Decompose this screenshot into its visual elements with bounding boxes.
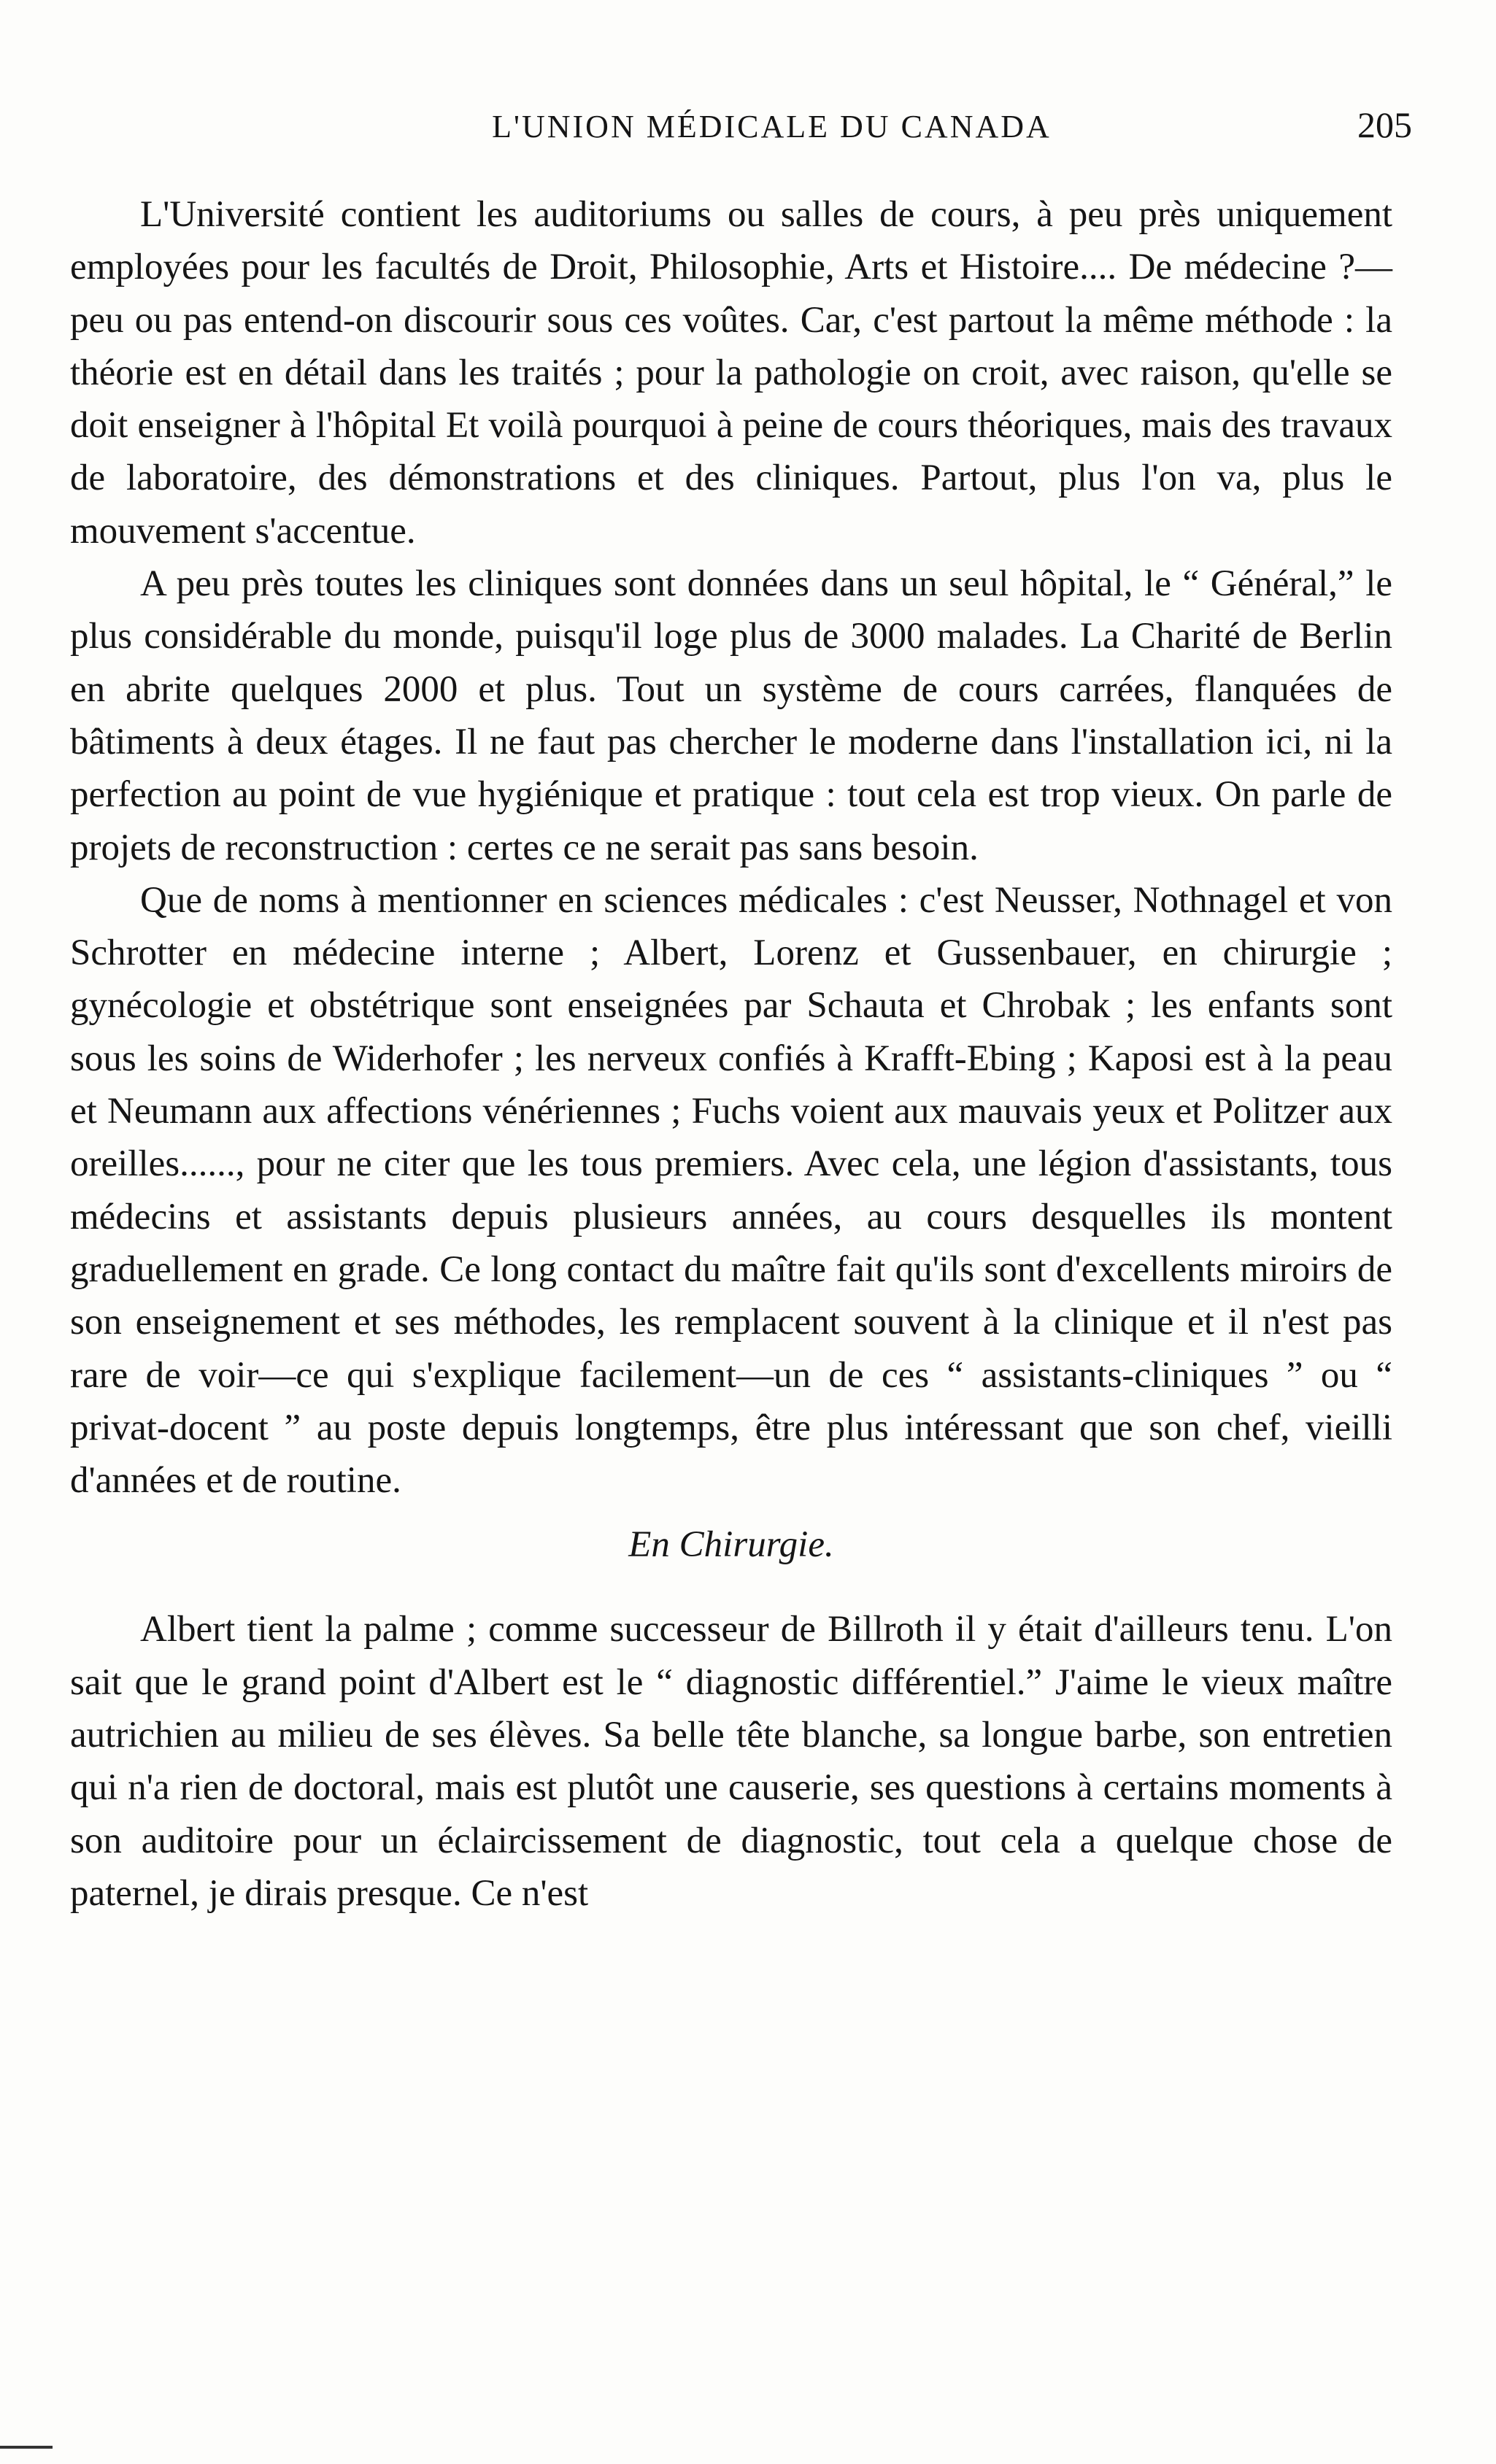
- body-text: [70, 188, 1392, 1920]
- paragraph-albert: Albert tient la palme ; comme successeur de Billroth il y était d'ailleurs tenu. L'on sait que le grand point d'Albert est le “ diagnostic différentiel.” J'aime le vieux maître autrichien au milieu de ses élèves. Sa belle tête blanche, sa longue barbe, son entretien qui n'a rien de doctoral, mais est plutôt une causerie, ses questions à certains moments à son auditoire pour un éclaircissement de diagnostic, tout cela a quelque chose de paternel, je dirais presque. Ce n'est: [70, 1609, 1392, 1914]
- paragraph-noms: Que de noms à mentionner en sciences médicales : c'est Neusser, Nothnagel et von Schrotter en médecine interne ; Albert, Lorenz et Gussenbauer, en chirurgie ; gynécologie et obstétrique sont enseignées par Schauta et Chrobak ; les enfants sont sous les soins de Widerhofer ; les nerveux confiés à Krafft-Ebing ; Kaposi est à la peau et Neumann aux affections vénériennes ; Fuchs voient aux mauvais yeux et Politzer aux oreilles......, pour ne citer que les tous premiers. Avec cela, une légion d'assistants, tous médecins et assistants depuis plusieurs années, au cours desquelles ils montent graduellement en grade. Ce long contact du maître fait qu'ils sont d'excellents miroirs de son enseignement et ses méthodes, les remplacent souvent à la clinique et il n'est pas rare de voir—ce qui s'explique facilement—un de ces “ assistants-cliniques ” ou “ privat-docent ” au poste depuis longtemps, être plus intéressant que son chef, vieilli d'années et de routine.: [70, 879, 1392, 1502]
- footer-rule: [0, 2446, 53, 2449]
- journal-title: L'UNION MÉDICALE DU CANADA: [492, 109, 1052, 144]
- page-number: 205: [1357, 104, 1412, 145]
- running-head: [131, 104, 1412, 159]
- paragraph-hopital: A peu près toutes les cliniques sont données dans un seul hôpital, le “ Général,” le plus considérable du monde, puisqu'il loge plus de 3000 malades. La Charité de Berlin en abrite quelques 2000 et plus. Tout un système de cours carrées, flanquées de bâtiments à deux étages. Il ne faut pas chercher le moderne dans l'installation ici, ni la perfection au point de vue hygiénique et pratique : tout cela est trop vieux. On parle de projets de reconstruction : certes ce ne serait pas sans besoin.: [70, 563, 1392, 868]
- paragraph-universite: L'Université contient les auditoriums ou salles de cours, à peu près uniquement employées pour les facultés de Droit, Philosophie, Arts et Histoire.... De médecine ?—peu ou pas entend-on discourir sous ces voûtes. Car, c'est partout la même méthode : la théorie est en détail dans les traités ; pour la pathologie on croit, avec raison, qu'elle se doit enseigner à l'hôpital Et voilà pourquoi à peine de cours théoriques, mais des travaux de laboratoire, des démonstrations et des cliniques. Partout, plus l'on va, plus le mouvement s'accentue.: [70, 194, 1392, 552]
- section-heading: En Chirurgie.: [628, 1524, 834, 1566]
